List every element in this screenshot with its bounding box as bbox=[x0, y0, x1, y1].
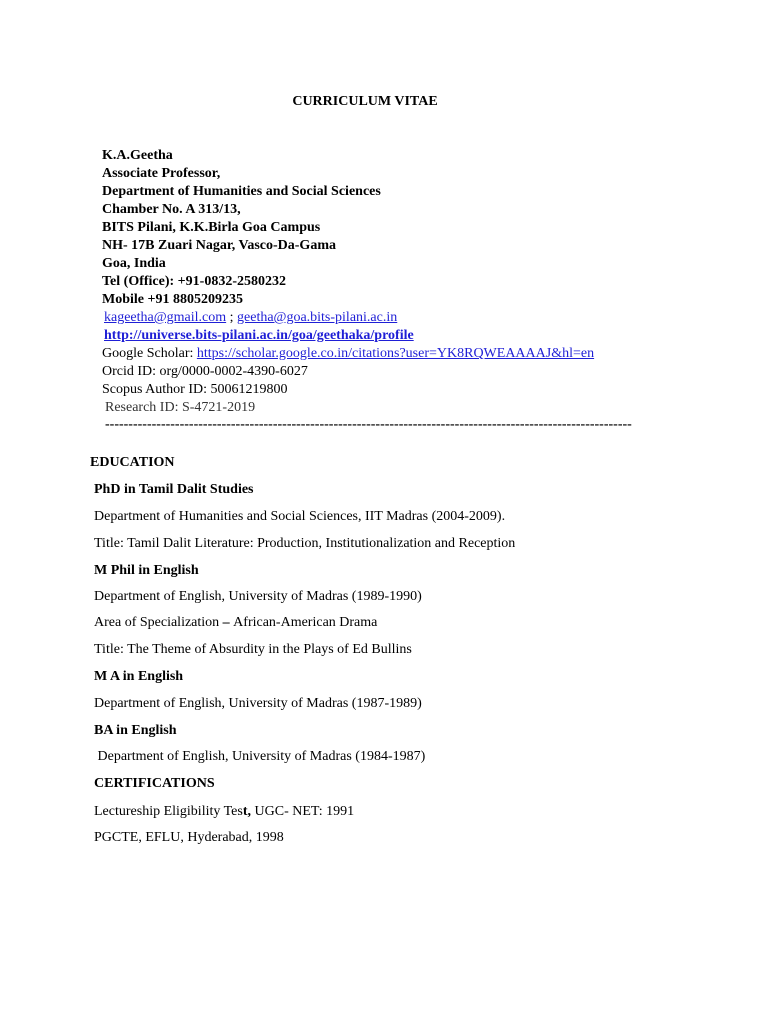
contact-name: K.A.Geetha bbox=[102, 148, 173, 163]
mphil-title: M Phil in English bbox=[94, 563, 199, 578]
contact-emails bbox=[102, 309, 594, 327]
contact-block bbox=[102, 147, 594, 417]
certifications-heading: CERTIFICATIONS bbox=[94, 776, 215, 791]
phd-department: Department of Humanities and Social Sciences, IIT Madras (2004-2009). bbox=[94, 509, 506, 524]
orcid-id: Orcid ID: org/0000-0002-4390-6027 bbox=[102, 364, 308, 379]
mphil-area-value: African-American Drama bbox=[233, 615, 378, 630]
email-link-personal[interactable]: kageetha@gmail.com bbox=[104, 310, 227, 325]
phd-thesis-title: Title: Tamil Dalit Literature: Production, Institutionalization and Reception bbox=[94, 536, 516, 551]
scholar-link[interactable]: https://scholar.google.co.in/citations?user=YK8RQWEAAAAJ&hl=en bbox=[196, 346, 595, 361]
mphil-area-prefix: Area of Specialization bbox=[94, 615, 220, 630]
contact-mobile: Mobile +91 8805209235 bbox=[102, 292, 243, 307]
email-link-work[interactable]: geetha@goa.bits-pilani.ac.in bbox=[237, 310, 398, 325]
contact-region: Goa, India bbox=[102, 256, 166, 271]
net-bold: t, bbox=[242, 804, 252, 819]
ma-title: M A in English bbox=[94, 669, 184, 684]
scopus-id: Scopus Author ID: 50061219800 bbox=[102, 382, 288, 397]
email-separator: ; bbox=[229, 310, 234, 325]
mphil-department: Department of English, University of Madras (1989-1990) bbox=[94, 589, 422, 604]
contact-campus: BITS Pilani, K.K.Birla Goa Campus bbox=[102, 220, 321, 235]
contact-department: Department of Humanities and Social Sciences bbox=[102, 184, 381, 199]
separator-line: ----------------------------------------------------------------------------------------------------------------- bbox=[105, 417, 632, 432]
contact-street: NH- 17B Zuari Nagar, Vasco-Da-Gama bbox=[102, 238, 336, 253]
contact-tel: Tel (Office): +91-0832-2580232 bbox=[102, 274, 286, 289]
scholar-label: Google Scholar: bbox=[102, 346, 194, 361]
research-id: Research ID: S-4721-2019 bbox=[105, 400, 256, 415]
ba-department: Department of English, University of Madras (1984-1987) bbox=[94, 749, 426, 764]
ba-title: BA in English bbox=[94, 723, 177, 738]
net-prefix: Lectureship Eligibility Tes bbox=[94, 804, 243, 819]
certification-pgcte: PGCTE, EFLU, Hyderabad, 1998 bbox=[94, 830, 284, 845]
contact-position: Associate Professor, bbox=[102, 166, 221, 181]
contact-chamber: Chamber No. A 313/13, bbox=[102, 202, 241, 217]
mphil-area-dash: – bbox=[219, 615, 234, 630]
phd-title: PhD in Tamil Dalit Studies bbox=[94, 482, 254, 497]
net-suffix: UGC- NET: 1991 bbox=[251, 804, 355, 819]
page-title: CURRICULUM VITAE bbox=[292, 94, 438, 109]
mphil-thesis-title: Title: The Theme of Absurdity in the Plays of Ed Bullins bbox=[94, 642, 412, 657]
scholar-line bbox=[102, 345, 594, 363]
mphil-area bbox=[94, 614, 377, 632]
certification-net bbox=[94, 803, 354, 821]
ma-department: Department of English, University of Madras (1987-1989) bbox=[94, 696, 422, 711]
education-heading: EDUCATION bbox=[90, 455, 175, 470]
profile-link[interactable]: http://universe.bits-pilani.ac.in/goa/geethaka/profile bbox=[104, 328, 414, 343]
